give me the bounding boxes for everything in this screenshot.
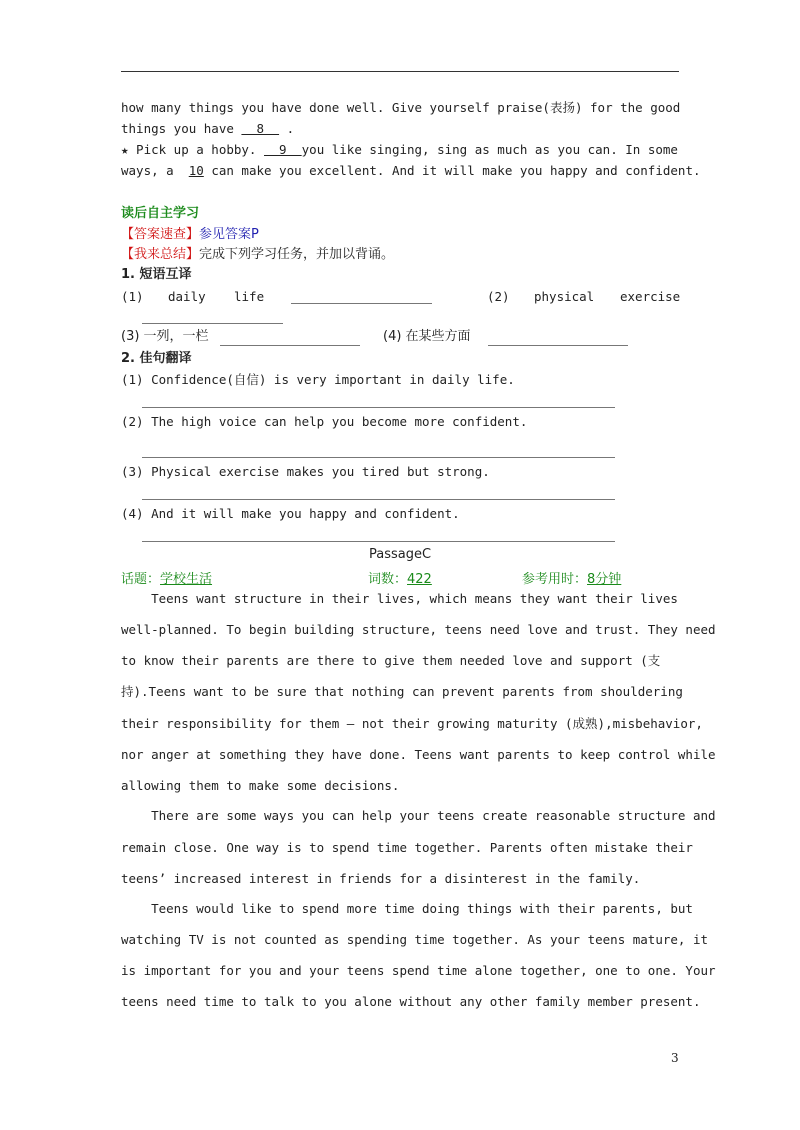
sentence-2-answer-line[interactable] <box>142 457 615 458</box>
answer-row <box>121 225 259 244</box>
sentence-4: (4) And it will make you happy and confident. <box>121 506 460 521</box>
blank-10: 10 <box>188 163 204 178</box>
passage-c-line: teens’ increased interest in friends for a disinterest in the family. <box>121 871 641 886</box>
passage-b-line-4 <box>121 162 701 180</box>
passage-c-line: remain close. One way is to spend time together. Parents often mistake their <box>121 840 693 855</box>
section-1-title: 1. 短语互译 <box>121 267 192 282</box>
passage-c-line: allowing them to make some decisions. <box>121 778 400 793</box>
phrase-3-answer-line[interactable] <box>220 345 360 346</box>
passage-c-line: 持).Teens want to be sure that nothing can prevent parents from shouldering <box>121 684 683 699</box>
word-count-label: 词数： <box>368 572 408 587</box>
sentence-3: (3) Physical exercise makes you tired but strong. <box>121 464 490 479</box>
passage-c-line: their responsibility for them — not their growing maturity (成熟),misbehavior, <box>121 716 703 731</box>
phrase-1-answer-line[interactable] <box>291 303 432 304</box>
sentence-3-answer-line[interactable] <box>142 499 615 500</box>
passage-c-line: teens need time to talk to you alone without any other family member present. <box>121 994 701 1009</box>
passage-c-line: is important for you and your teens spend time alone together, one to one. Your <box>121 963 716 978</box>
line-text: ★ Pick up a hobby. <box>121 142 264 157</box>
blank-8: 8 <box>241 121 280 136</box>
study-heading: 读后自主学习 <box>121 206 200 221</box>
topic-info <box>121 568 212 587</box>
summary-row <box>121 245 394 264</box>
time-info <box>522 568 621 587</box>
passage-c-line: to know their parents are there to give them needed love and support (支 <box>121 653 661 668</box>
phrase-2-word-b: exercise <box>620 289 681 304</box>
page-number: 3 <box>671 1051 679 1065</box>
phrase-4: (4) 在某些方面 <box>383 329 471 344</box>
passage-b-line-3 <box>121 141 678 159</box>
word-count-info <box>368 568 432 587</box>
passage-b-line-1 <box>121 99 681 117</box>
topic-value: 学校生活 <box>160 572 213 587</box>
answer-ref: 参见答案P <box>199 227 259 242</box>
line-text: things you have <box>121 121 242 136</box>
passage-c-line: Teens would like to spend more time doing things with their parents, but <box>121 901 693 916</box>
sentence-4-answer-line[interactable] <box>142 541 615 542</box>
line-text: . <box>279 121 295 136</box>
passage-c-line: nor anger at something they have done. Teens want parents to keep control while <box>121 747 716 762</box>
phrase-1-num: (1) <box>121 289 144 304</box>
header-rule <box>121 71 679 72</box>
topic-label: 话题： <box>121 572 161 587</box>
passage-c-line: Teens want structure in their lives, which means they want their lives <box>121 591 678 606</box>
word-count-value: 422 <box>407 572 432 587</box>
section-2-title: 2. 佳句翻译 <box>121 351 192 366</box>
phrase-1-word-b: life <box>234 289 265 304</box>
sentence-1: (1) Confidence(自信) is very important in daily life. <box>121 372 515 387</box>
passage-c-title: PassageC <box>368 547 432 562</box>
phrase-2-answer-line[interactable] <box>142 323 283 324</box>
phrase-1-word-a: daily <box>168 289 206 304</box>
passage-c-line: watching TV is not counted as spending time together. As your teens mature, it <box>121 932 708 947</box>
sentence-1-answer-line[interactable] <box>142 407 615 408</box>
sentence-2: (2) The high voice can help you become more confident. <box>121 414 528 429</box>
passage-b-line-2 <box>121 120 294 138</box>
line-text: ways, a <box>121 163 189 178</box>
blank-9: 9 <box>264 142 302 157</box>
time-value: 8分钟 <box>587 572 622 587</box>
line-text: you like singing, sing as much as you can. In some <box>301 142 678 157</box>
phrase-2-word-a: physical <box>534 289 595 304</box>
line-text: can make you excellent. And it will make you happy and confident. <box>203 163 701 178</box>
summary-text: 完成下列学习任务，并加以背诵。 <box>199 247 395 262</box>
phrase-2-num: (2) <box>487 289 510 304</box>
passage-b-line-1-text: how many things you have done well. Give yourself praise(表扬) for the good <box>121 100 681 115</box>
answer-tag: 【答案速查】 <box>121 227 200 242</box>
phrase-3: (3) 一列，一栏 <box>121 329 209 344</box>
phrase-4-answer-line[interactable] <box>488 345 628 346</box>
summary-tag: 【我来总结】 <box>121 247 200 262</box>
time-label: 参考用时： <box>522 572 588 587</box>
passage-c-line: well-planned. To begin building structure, teens need love and trust. They need <box>121 622 716 637</box>
passage-c-line: There are some ways you can help your teens create reasonable structure and <box>121 808 716 823</box>
